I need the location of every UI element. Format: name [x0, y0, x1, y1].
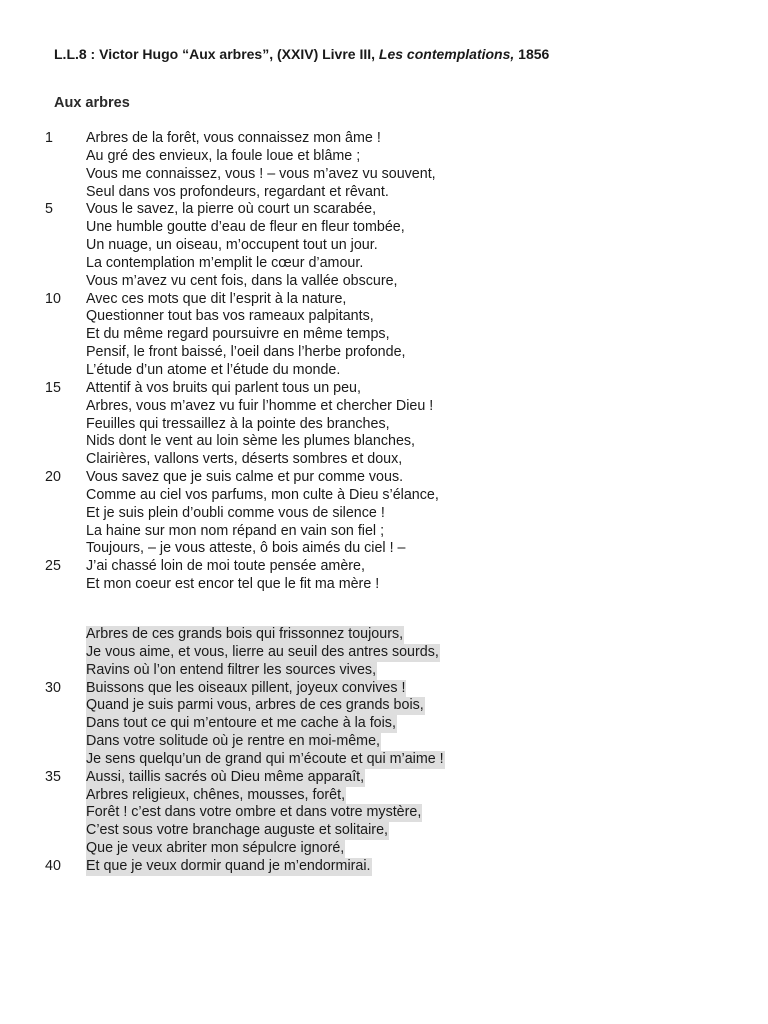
line-text: Seul dans vos profondeurs, regardant et rêvant. — [86, 183, 389, 200]
poem-line — [0, 505, 768, 523]
poem-line — [0, 487, 768, 505]
header-year: 1856 — [514, 46, 550, 62]
poem-line — [0, 344, 768, 362]
poem-line — [0, 697, 768, 715]
poem-line — [0, 273, 768, 291]
poem-line — [0, 626, 768, 644]
line-text: Arbres religieux, chênes, mousses, forêt, — [86, 786, 346, 803]
line-text: Quand je suis parmi vous, arbres de ces grands bois, — [86, 697, 424, 714]
line-text: C’est sous votre branchage auguste et solitaire, — [86, 822, 388, 839]
line-text: Que je veux abriter mon sépulcre ignoré, — [86, 840, 345, 857]
poem-line — [0, 804, 768, 822]
line-number: 10 — [45, 290, 61, 307]
line-number: 5 — [45, 201, 53, 218]
poem-line — [0, 308, 768, 326]
poem-line — [0, 822, 768, 840]
line-text: Un nuage, un oiseau, m’occupent tout un jour. — [86, 237, 378, 254]
line-text: Je sens quelqu’un de grand qui m’écoute et qui m’aime ! — [86, 750, 444, 767]
line-number: 30 — [45, 679, 61, 696]
stanza-2-highlighted — [0, 626, 768, 876]
poem-line — [0, 662, 768, 680]
poem-line — [0, 380, 768, 398]
line-number: 25 — [45, 558, 61, 575]
line-text: Aussi, taillis sacrés où Dieu même apparaît, — [86, 768, 365, 785]
line-text: Feuilles qui tressaillez à la pointe des branches, — [86, 415, 390, 432]
line-text: Comme au ciel vos parfums, mon culte à Dieu s’élance, — [86, 486, 439, 503]
poem-line — [0, 558, 768, 576]
poem-line — [0, 184, 768, 202]
poem-line — [0, 680, 768, 698]
poem-line — [0, 540, 768, 558]
line-text: Vous me connaissez, vous ! – vous m’avez vu souvent, — [86, 165, 436, 182]
poem-line — [0, 255, 768, 273]
line-text: La haine sur mon nom répand en vain son fiel ; — [86, 522, 385, 539]
line-text: Et je suis plein d’oubli comme vous de silence ! — [86, 504, 385, 521]
poem-line — [0, 733, 768, 751]
header-text: L.L.8 : Victor Hugo “Aux arbres”, (XXIV) Livre III, — [54, 46, 379, 62]
poem-line — [0, 219, 768, 237]
line-text: L’étude d’un atome et l’étude du monde. — [86, 361, 341, 378]
line-text: Questionner tout bas vos rameaux palpitants, — [86, 308, 374, 325]
poem-line — [0, 751, 768, 769]
poem-line — [0, 201, 768, 219]
line-text: Attentif à vos bruits qui parlent tous un peu, — [86, 379, 361, 396]
line-text: Et que je veux dormir quand je m’endormirai. — [86, 857, 371, 874]
line-text: Pensif, le front baissé, l’oeil dans l’herbe profonde, — [86, 344, 406, 361]
header-book-title: Les contemplations, — [378, 46, 515, 62]
line-text: Une humble goutte d’eau de fleur en fleur tombée, — [86, 219, 405, 236]
poem-line — [0, 362, 768, 380]
stanza-1 — [0, 130, 768, 594]
document-header — [54, 46, 549, 62]
poem-line — [0, 840, 768, 858]
line-text: Forêt ! c’est dans votre ombre et dans votre mystère, — [86, 804, 422, 821]
line-text: Buissons que les oiseaux pillent, joyeux convives ! — [86, 679, 406, 696]
poem-line — [0, 326, 768, 344]
line-text: Et mon coeur est encor tel que le fit ma mère ! — [86, 576, 380, 593]
line-text: Ravins où l’on entend filtrer les sources vives, — [86, 661, 377, 678]
line-number: 40 — [45, 857, 61, 874]
poem-line — [0, 148, 768, 166]
poem-line — [0, 469, 768, 487]
poem-line — [0, 644, 768, 662]
poem-line — [0, 237, 768, 255]
line-text: Arbres, vous m’avez vu fuir l’homme et chercher Dieu ! — [86, 397, 434, 414]
poem-line — [0, 523, 768, 541]
poem-line — [0, 130, 768, 148]
line-text: Et du même regard poursuivre en même temps, — [86, 326, 390, 343]
line-text: Dans votre solitude où je rentre en moi-même, — [86, 733, 381, 750]
line-text: Au gré des envieux, la foule loue et blâme ; — [86, 147, 361, 164]
line-text: Arbres de la forêt, vous connaissez mon âme ! — [86, 130, 381, 146]
poem-line — [0, 787, 768, 805]
line-number: 1 — [45, 130, 53, 146]
line-text: Vous m’avez vu cent fois, dans la vallée obscure, — [86, 272, 398, 289]
line-text: Vous le savez, la pierre où court un scarabée, — [86, 201, 377, 218]
poem-line — [0, 416, 768, 434]
line-text: J’ai chassé loin de moi toute pensée amère, — [86, 558, 365, 575]
poem-line — [0, 715, 768, 733]
line-number: 35 — [45, 768, 61, 785]
line-text: Je vous aime, et vous, lierre au seuil des antres sourds, — [86, 643, 439, 660]
line-number: 15 — [45, 379, 61, 396]
line-number: 20 — [45, 469, 61, 486]
line-text: Avec ces mots que dit l’esprit à la nature, — [86, 290, 347, 307]
poem-line — [0, 858, 768, 876]
line-text: Dans tout ce qui m’entoure et me cache à la fois, — [86, 715, 396, 732]
poem-title: Aux arbres — [54, 95, 130, 111]
poem-line — [0, 291, 768, 309]
poem-line — [0, 576, 768, 594]
line-text: Arbres de ces grands bois qui frissonnez toujours, — [86, 626, 404, 642]
line-text: La contemplation m’emplit le cœur d’amour. — [86, 254, 364, 271]
line-text: Vous savez que je suis calme et pur comme vous. — [86, 469, 404, 486]
line-text: Toujours, – je vous atteste, ô bois aimés du ciel ! – — [86, 540, 406, 557]
poem-line — [0, 433, 768, 451]
poem-line — [0, 451, 768, 469]
line-text: Clairières, vallons verts, déserts sombres et doux, — [86, 451, 403, 468]
poem-line — [0, 398, 768, 416]
poem-line — [0, 769, 768, 787]
line-text: Nids dont le vent au loin sème les plumes blanches, — [86, 433, 416, 450]
poem-line — [0, 166, 768, 184]
